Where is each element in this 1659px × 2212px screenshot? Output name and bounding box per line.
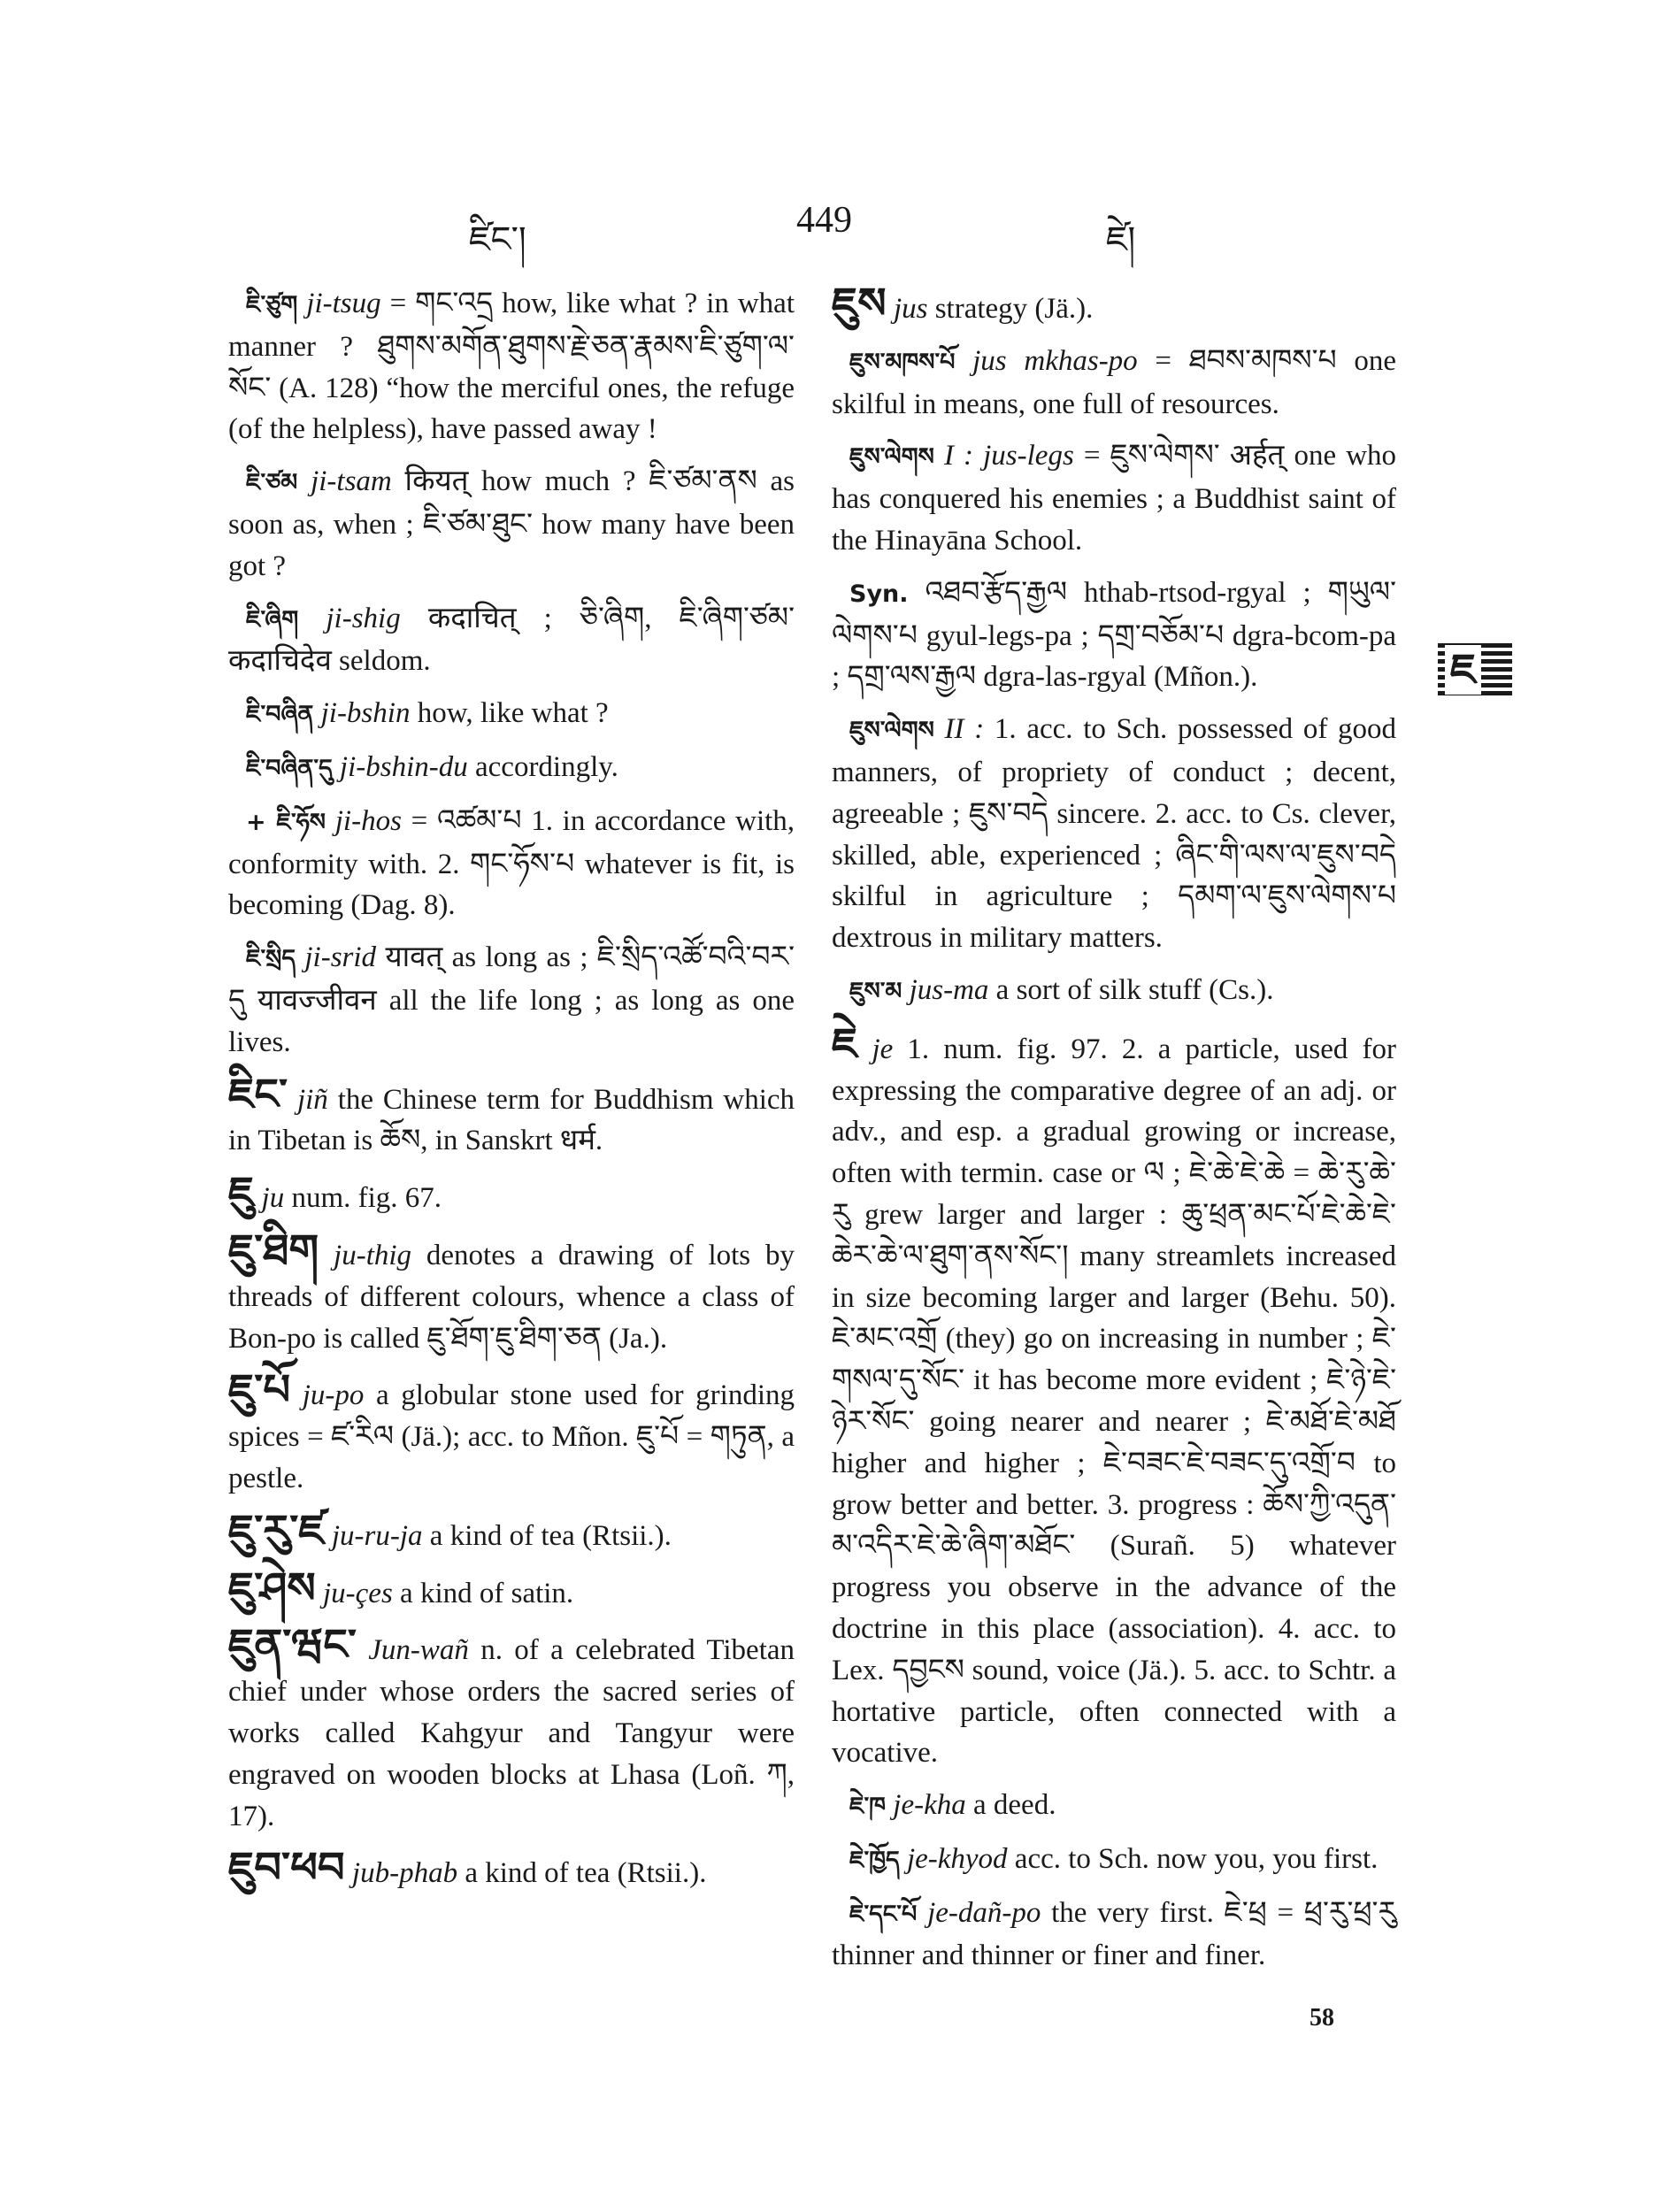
dictionary-entry [228,1168,795,1219]
entry-headword: ཇུབ་ཕབ [228,1843,345,1893]
entry-definition: = གང་འདྲ how, like what ? in what manner ? ཐུགས་མགོན་ཐུགས་རྗེ་ཅན་རྣམས་ཇི་ཙུག་ལ་སོང་ (A. 128) “how the merciful ones, the refuge (of the helpless), have passed away ! [228,288,795,446]
dictionary-entry [228,693,795,736]
dictionary-entry [832,279,1396,330]
dictionary-entry [832,572,1396,698]
right-column [832,279,1397,1987]
entry-transliteration: ju-ru-ja [331,1519,423,1552]
entry-definition: कदाचित् ; ཅི་ཞིག, ཇི་ཞིག་ཙམ་ कदाचिदेव seldom. [228,602,795,678]
entry-headword: ཇེ་ཁ [849,1793,887,1821]
dictionary-entry [228,1620,795,1837]
entry-transliteration: ji-hos [334,804,402,837]
entry-transliteration: je [872,1033,894,1065]
entry-definition: འཐབ་རྩོད་རྒྱལ hthab-rtsod-rgyal ; གཡུལ་ལེགས་པ gyul-legs-pa ; དགྲ་བཅོམ་པ dgra-bcom-pa ; དགྲ་ལས་རྒྱལ dgra-las-rgyal (Mñon.). [832,576,1397,694]
entry-headword: Syn. [849,580,909,608]
entry-definition: यावत् as long as ; ཇི་སྲིད་འཚོ་བའི་བར་དུ यावज्जीवन all the life long ; as long as one lives. [228,941,795,1058]
dictionary-entry [228,283,795,450]
entry-headword: ཇིང་ [228,1069,288,1119]
entry-headword: ཇེ [832,1018,858,1069]
entry-definition: how, like what ? [417,697,609,730]
entry-headword: ཇི་བཞིན [246,701,314,729]
running-head-right: ཛེ། [1106,219,1136,260]
entry-transliteration: jus-ma [909,973,989,1006]
dictionary-entry [832,435,1396,561]
entry-definition: the very first. ཇེ་ཕྲ = ཕྲ་རུ་ཕྲ་རུ thinner and thinner or finer and finer. [832,1896,1397,1972]
entry-definition: = ཐབས་མཁས་པ one skilful in means, one full of resources. [832,344,1397,420]
dictionary-entry [832,1018,1396,1774]
entry-definition: n. of a celebrated Tibetan chief under whose orders the sacred series of works called Kahgyur and Tangyur were engraved on wooden blocks at Lhasa (Loñ. ཀ, 17). [228,1634,795,1832]
entry-headword: ཇུས་མ [849,977,902,1005]
entry-headword: ཇུས [832,279,887,328]
entry-headword: + ཇི་ཧོས [246,808,326,836]
dictionary-entry [832,1893,1396,1978]
left-column [228,283,795,1905]
entry-definition: denotes a drawing of lots by threads of different colours, whence a class of Bon-po is called ཇུ་ཐོག་ཇུ་ཐིག་ཅན (Ja.). [228,1239,795,1355]
entry-definition: accordingly. [475,750,618,783]
entry-transliteration: ji-tsug [306,288,381,319]
entry-headword: ཇུ་རུ་ཛ [228,1505,325,1555]
entry-definition: num. fig. 67. [291,1182,442,1215]
entry-headword: ཇུས་ལེགས [849,443,934,472]
thumb-index-letter: ཇ [1445,645,1481,695]
entry-headword: ཇི་བཞིན་དུ [246,754,333,782]
entry-transliteration: ji-bshin-du [339,750,468,783]
entry-transliteration: ji-bshin [320,697,411,730]
dictionary-entry [228,1365,795,1499]
entry-transliteration: je-khyod [906,1842,1008,1875]
entry-headword: ཇི་ཙུག [246,291,298,319]
entry-definition: 1. num. fig. 97. 2. a particle, used for expressing the comparative degree of an adj. or adv., and esp. a gradual growing or increase, often with termin. case or ལ ; ཇེ་ཆེ་ཇེ་ཆེ = ཆེ་རུ་ཆེ་རུ grew larger and larger : ཆུ་ཕྲན་མང་པོ་ཇེ་ཆེ་ཇེ་ཆེར་ཆེ་ལ་ཐུག་ནས་སོང་། many streamlets increased in size becoming larger and larger (Behu. 50). ཇེ་མང་འགྲོ (they) go on increasing in number ; ཇེ་གསལ་དུ་སོང་ it has become more evident ; ཇེ་ཉེ་ཇེ་ཉེར་སོང་ going nearer and nearer ; ཇེ་མཐོ་ཇེ་མཐོ higher and higher ; ཇེ་བཟང་ཇེ་བཟང་དུ་འགྲོ་བ to grow better and better. 3. progress : ཆོས་ཀྱི་འདུན་མ་འདིར་ཇེ་ཆེ་ཞིག་མཐོང་ (Surañ. 5) whatever progress you observe in the advance of the doctrine in this place (association). 4. acc. to Lex. དབྱངས sound, voice (Jä.). 5. acc. to Schtr. a hortative particle, often connected with a vocative. [832,1033,1396,1770]
entry-headword: ཇི་ཞིག [246,605,299,634]
entry-definition: strategy (Jä.). [934,293,1094,325]
entry-headword: ཇི་སྲིད [246,945,296,973]
dictionary-entry [228,1069,795,1163]
entry-headword: ཇུ་ཐིག [228,1225,319,1275]
entry-definition: = འཚམ་པ 1. in accordance with, conformity with. 2. གང་ཧོས་པ whatever is fit, is becoming (Dag. 8). [228,804,795,922]
entry-definition: a kind of satin. [400,1577,574,1609]
entry-definition: a kind of tea (Rtsii.). [465,1857,707,1890]
dictionary-entry [228,1505,795,1557]
signature-mark: 58 [1310,2004,1334,2032]
entry-transliteration: ju [261,1182,285,1215]
entry-definition: acc. to Sch. now you, you first. [1014,1842,1379,1875]
entry-definition: the Chinese term for Buddhism which in Tibetan is ཆོས, in Sanskrt धर्म. [228,1083,795,1157]
entry-transliteration: Jun-wañ [368,1634,469,1667]
entry-headword: ཇེ་དང་པོ [849,1900,918,1928]
entry-transliteration: II : [944,713,985,746]
entry-definition: a kind of tea (Rtsii.). [429,1519,672,1552]
entry-definition: a globular stone used for grinding spices = ཛ་རིལ (Jä.); acc. to Mñon. ཇུ་པོ = གཏུན, a pestle. [228,1379,795,1494]
entry-transliteration: jub-phab [351,1857,458,1890]
entry-transliteration: ju-thig [334,1239,412,1271]
entry-headword: ཇུས་མཁས་པོ [849,348,956,376]
entry-transliteration: jus [893,293,928,325]
running-head-left: ཛིང་། [469,219,526,260]
dictionary-entry [832,1785,1396,1828]
dictionary-entry [228,1225,795,1359]
entry-definition: a deed. [973,1789,1056,1822]
entry-transliteration: ji-srid [304,941,377,974]
dictionary-entry [228,937,795,1063]
entry-transliteration: jus mkhas-po [972,344,1138,377]
dictionary-entry [228,1843,795,1894]
entry-transliteration: ju-po [302,1379,365,1412]
entry-headword: ཇུ་ཤེས [228,1563,316,1613]
entry-transliteration: je-dañ-po [927,1896,1041,1929]
entry-headword: ཇེ་ཁྱོད [849,1846,900,1874]
entry-headword: ཇུས་ལེགས [849,717,934,745]
entry-headword: ཇུ [228,1168,255,1218]
entry-headword: ཇི་ཙམ [246,469,298,497]
entry-transliteration: ji-shig [326,602,401,634]
dictionary-entry [228,598,795,683]
dictionary-entry [228,461,795,587]
entry-headword: ཇུན་ཝང་ [228,1620,357,1671]
page-number: 449 [796,200,852,241]
dictionary-entry [228,1563,795,1615]
dictionary-entry [228,801,795,926]
entry-definition: 1. acc. to Sch. possessed of good manners, of propriety of conduct ; decent, agreeable ; ཇུས་བདེ sincere. 2. acc. to Cs. clever, skilled, able, experienced ; ཞིང་གི་ལས་ལ་ཇུས་བདེ skilful in agriculture ; དམག་ལ་ཇུས་ལེགས་པ dextrous in military matters. [832,713,1397,955]
entry-definition: = ཇུས་ལེགས་ अर्हत् one who has conquered his enemies ; a Buddhist saint of the Hinayāna School. [832,440,1397,557]
dictionary-entry [832,341,1396,426]
dictionary-entry [832,1839,1396,1882]
thumb-index-tab [1438,643,1512,700]
entry-headword: ཇུ་པོ [228,1365,291,1416]
entry-definition: a sort of silk stuff (Cs.). [995,973,1274,1006]
dictionary-entry [228,747,795,790]
entry-transliteration: I : jus-legs [943,440,1074,472]
dictionary-entry [832,970,1396,1013]
entry-transliteration: ji-tsam [311,465,392,498]
entry-transliteration: ju-çes [323,1577,393,1609]
entry-transliteration: je-kha [893,1789,966,1822]
entry-transliteration: jiñ [296,1083,328,1116]
entry-definition: कियत् how much ? ཇི་ཙམ་ནས as soon as, when ; ཇི་ཙམ་ཐུང་ how many have been got ? [228,465,795,582]
dictionary-entry [832,709,1396,959]
